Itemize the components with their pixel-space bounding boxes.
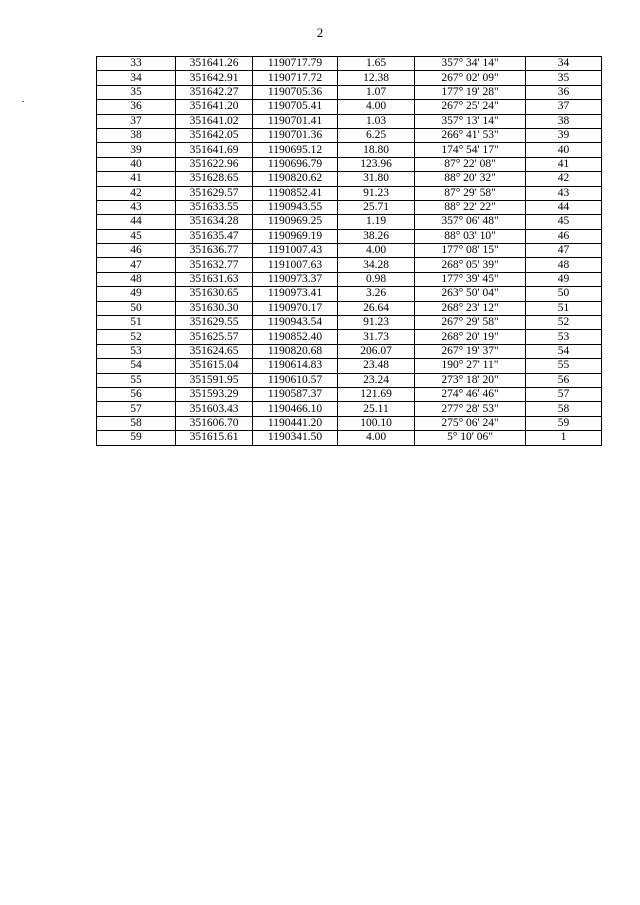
point-number-cell: 49 [97,287,176,301]
next-point-number-cell: 42 [526,172,602,186]
next-point-number-cell: 38 [526,114,602,128]
y-coordinate-cell: 1190701.41 [253,114,338,128]
next-point-number-cell: 52 [526,316,602,330]
next-point-number-cell: 59 [526,416,602,430]
bearing-cell: 357° 13' 14" [415,114,526,128]
bearing-cell: 277° 28' 53" [415,402,526,416]
next-point-number-cell: 56 [526,373,602,387]
x-coordinate-cell: 351628.65 [176,172,253,186]
x-coordinate-cell: 351642.05 [176,128,253,142]
x-coordinate-cell: 351603.43 [176,402,253,416]
point-number-cell: 44 [97,215,176,229]
distance-cell: 25.11 [338,402,415,416]
next-point-number-cell: 44 [526,200,602,214]
next-point-number-cell: 37 [526,100,602,114]
table-row [97,344,602,358]
table-row [97,373,602,387]
next-point-number-cell: 58 [526,402,602,416]
x-coordinate-cell: 351633.55 [176,200,253,214]
bearing-cell: 88° 22' 22" [415,200,526,214]
bearing-cell: 5° 10' 06" [415,431,526,445]
y-coordinate-cell: 1190466.10 [253,402,338,416]
point-number-cell: 52 [97,330,176,344]
point-number-cell: 34 [97,71,176,85]
bearing-cell: 357° 34' 14" [415,57,526,71]
coordinates-table-body [97,57,602,446]
point-number-cell: 51 [97,316,176,330]
table-row [97,57,602,71]
x-coordinate-cell: 351615.04 [176,359,253,373]
bearing-cell: 88° 20' 32" [415,172,526,186]
bearing-cell: 357° 06' 48" [415,215,526,229]
table-row [97,272,602,286]
next-point-number-cell: 45 [526,215,602,229]
next-point-number-cell: 36 [526,85,602,99]
next-point-number-cell: 53 [526,330,602,344]
distance-cell: 31.80 [338,172,415,186]
table-row [97,387,602,401]
point-number-cell: 47 [97,258,176,272]
bearing-cell: 268° 23' 12" [415,301,526,315]
point-number-cell: 55 [97,373,176,387]
bearing-cell: 87° 22' 08" [415,157,526,171]
point-number-cell: 33 [97,57,176,71]
y-coordinate-cell: 1190717.72 [253,71,338,85]
point-number-cell: 56 [97,387,176,401]
y-coordinate-cell: 1190705.41 [253,100,338,114]
bearing-cell: 274° 46' 46" [415,387,526,401]
x-coordinate-cell: 351632.77 [176,258,253,272]
next-point-number-cell: 41 [526,157,602,171]
next-point-number-cell: 47 [526,244,602,258]
point-number-cell: 53 [97,344,176,358]
y-coordinate-cell: 1191007.43 [253,244,338,258]
scan-mark [22,101,24,102]
x-coordinate-cell: 351624.65 [176,344,253,358]
table-row [97,316,602,330]
distance-cell: 34.28 [338,258,415,272]
y-coordinate-cell: 1190820.68 [253,344,338,358]
next-point-number-cell: 55 [526,359,602,373]
distance-cell: 0.98 [338,272,415,286]
table-row [97,258,602,272]
y-coordinate-cell: 1190852.40 [253,330,338,344]
y-coordinate-cell: 1190696.79 [253,157,338,171]
bearing-cell: 177° 08' 15" [415,244,526,258]
x-coordinate-cell: 351641.69 [176,143,253,157]
bearing-cell: 87° 29' 58" [415,186,526,200]
x-coordinate-cell: 351615.61 [176,431,253,445]
y-coordinate-cell: 1190341.50 [253,431,338,445]
bearing-cell: 88° 03' 10" [415,229,526,243]
distance-cell: 18.80 [338,143,415,157]
x-coordinate-cell: 351642.27 [176,85,253,99]
next-point-number-cell: 48 [526,258,602,272]
table-row [97,215,602,229]
y-coordinate-cell: 1191007.63 [253,258,338,272]
distance-cell: 206.07 [338,344,415,358]
point-number-cell: 50 [97,301,176,315]
x-coordinate-cell: 351593.29 [176,387,253,401]
bearing-cell: 268° 20' 19" [415,330,526,344]
x-coordinate-cell: 351629.55 [176,316,253,330]
bearing-cell: 177° 39' 45" [415,272,526,286]
x-coordinate-cell: 351635.47 [176,229,253,243]
next-point-number-cell: 39 [526,128,602,142]
point-number-cell: 43 [97,200,176,214]
distance-cell: 26.64 [338,301,415,315]
y-coordinate-cell: 1190943.55 [253,200,338,214]
table-row [97,157,602,171]
table-row [97,287,602,301]
distance-cell: 4.00 [338,244,415,258]
table-row [97,359,602,373]
y-coordinate-cell: 1190587.37 [253,387,338,401]
y-coordinate-cell: 1190820.62 [253,172,338,186]
x-coordinate-cell: 351634.28 [176,215,253,229]
y-coordinate-cell: 1190610.57 [253,373,338,387]
next-point-number-cell: 54 [526,344,602,358]
point-number-cell: 42 [97,186,176,200]
distance-cell: 3.26 [338,287,415,301]
y-coordinate-cell: 1190943.54 [253,316,338,330]
y-coordinate-cell: 1190852.41 [253,186,338,200]
point-number-cell: 40 [97,157,176,171]
x-coordinate-cell: 351630.65 [176,287,253,301]
point-number-cell: 54 [97,359,176,373]
x-coordinate-cell: 351641.20 [176,100,253,114]
table-row [97,330,602,344]
next-point-number-cell: 1 [526,431,602,445]
y-coordinate-cell: 1190695.12 [253,143,338,157]
table-row [97,431,602,445]
bearing-cell: 190° 27' 11" [415,359,526,373]
bearing-cell: 275° 06' 24" [415,416,526,430]
y-coordinate-cell: 1190969.25 [253,215,338,229]
point-number-cell: 35 [97,85,176,99]
point-number-cell: 59 [97,431,176,445]
distance-cell: 1.07 [338,85,415,99]
distance-cell: 4.00 [338,100,415,114]
distance-cell: 38.26 [338,229,415,243]
x-coordinate-cell: 351606.70 [176,416,253,430]
x-coordinate-cell: 351630.30 [176,301,253,315]
next-point-number-cell: 50 [526,287,602,301]
point-number-cell: 45 [97,229,176,243]
distance-cell: 23.24 [338,373,415,387]
distance-cell: 4.00 [338,431,415,445]
x-coordinate-cell: 351636.77 [176,244,253,258]
next-point-number-cell: 51 [526,301,602,315]
table-row [97,244,602,258]
distance-cell: 91.23 [338,316,415,330]
bearing-cell: 267° 02' 09" [415,71,526,85]
y-coordinate-cell: 1190701.36 [253,128,338,142]
table-row [97,71,602,85]
point-number-cell: 58 [97,416,176,430]
table-row [97,416,602,430]
bearing-cell: 174° 54' 17" [415,143,526,157]
y-coordinate-cell: 1190973.41 [253,287,338,301]
x-coordinate-cell: 351622.96 [176,157,253,171]
table-row [97,128,602,142]
distance-cell: 1.03 [338,114,415,128]
point-number-cell: 46 [97,244,176,258]
next-point-number-cell: 57 [526,387,602,401]
next-point-number-cell: 46 [526,229,602,243]
bearing-cell: 267° 25' 24" [415,100,526,114]
point-number-cell: 36 [97,100,176,114]
distance-cell: 1.19 [338,215,415,229]
x-coordinate-cell: 351631.63 [176,272,253,286]
distance-cell: 25.71 [338,200,415,214]
distance-cell: 91.23 [338,186,415,200]
x-coordinate-cell: 351641.26 [176,57,253,71]
distance-cell: 12.38 [338,71,415,85]
y-coordinate-cell: 1190973.37 [253,272,338,286]
x-coordinate-cell: 351625.57 [176,330,253,344]
next-point-number-cell: 35 [526,71,602,85]
x-coordinate-cell: 351641.02 [176,114,253,128]
bearing-cell: 266° 41' 53" [415,128,526,142]
point-number-cell: 39 [97,143,176,157]
bearing-cell: 177° 19' 28" [415,85,526,99]
y-coordinate-cell: 1190970.17 [253,301,338,315]
table-row [97,301,602,315]
y-coordinate-cell: 1190705.36 [253,85,338,99]
bearing-cell: 263° 50' 04" [415,287,526,301]
bearing-cell: 267° 19' 37" [415,344,526,358]
x-coordinate-cell: 351629.57 [176,186,253,200]
y-coordinate-cell: 1190717.79 [253,57,338,71]
bearing-cell: 273° 18' 20" [415,373,526,387]
bearing-cell: 268° 05' 39" [415,258,526,272]
distance-cell: 23.48 [338,359,415,373]
x-coordinate-cell: 351642.91 [176,71,253,85]
coordinates-table [96,56,602,446]
table-row [97,100,602,114]
bearing-cell: 267° 29' 58" [415,316,526,330]
table-row [97,229,602,243]
y-coordinate-cell: 1190969.19 [253,229,338,243]
point-number-cell: 37 [97,114,176,128]
y-coordinate-cell: 1190614.83 [253,359,338,373]
next-point-number-cell: 34 [526,57,602,71]
x-coordinate-cell: 351591.95 [176,373,253,387]
table-row [97,186,602,200]
next-point-number-cell: 40 [526,143,602,157]
distance-cell: 6.25 [338,128,415,142]
distance-cell: 123.96 [338,157,415,171]
table-row [97,402,602,416]
table-row [97,85,602,99]
point-number-cell: 38 [97,128,176,142]
distance-cell: 121.69 [338,387,415,401]
distance-cell: 1.65 [338,57,415,71]
next-point-number-cell: 43 [526,186,602,200]
distance-cell: 31.73 [338,330,415,344]
point-number-cell: 57 [97,402,176,416]
next-point-number-cell: 49 [526,272,602,286]
table-row [97,114,602,128]
table-row [97,200,602,214]
distance-cell: 100.10 [338,416,415,430]
point-number-cell: 48 [97,272,176,286]
y-coordinate-cell: 1190441.20 [253,416,338,430]
table-row [97,172,602,186]
point-number-cell: 41 [97,172,176,186]
table-row [97,143,602,157]
page-number: 2 [316,25,324,40]
